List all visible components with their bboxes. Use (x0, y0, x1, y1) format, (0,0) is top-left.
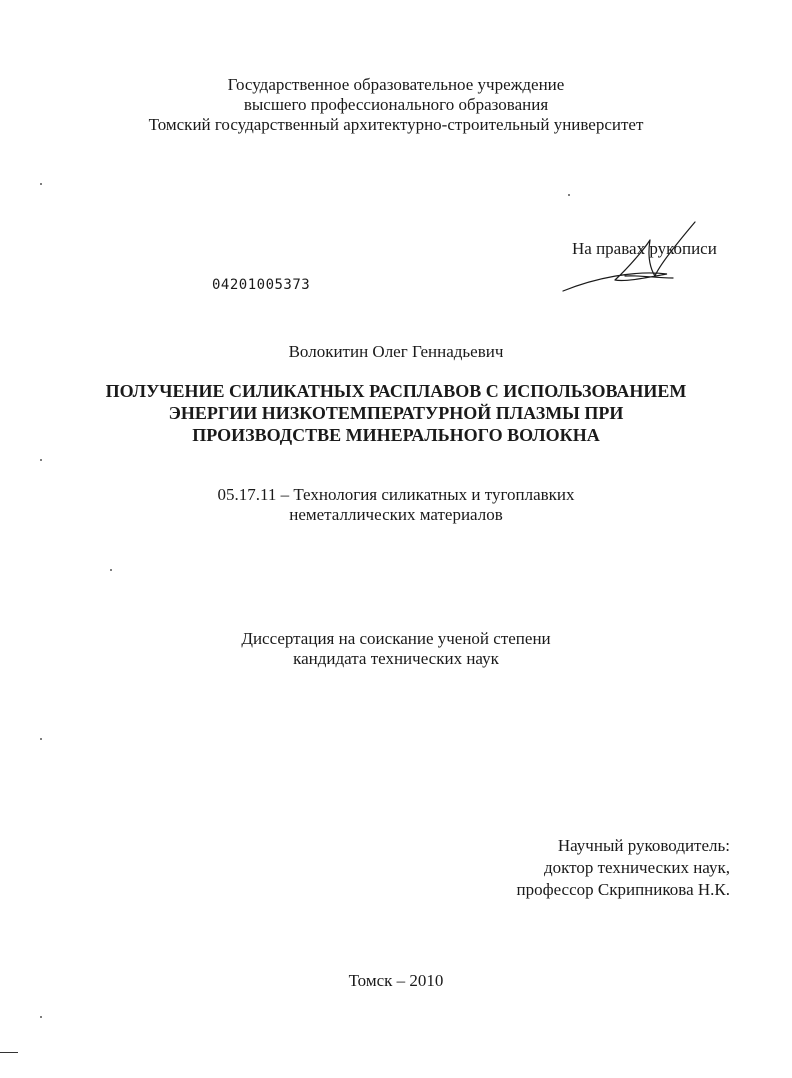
author-name: Волокитин Олег Геннадьевич (288, 342, 504, 361)
city-year: Томск – 2010 (348, 971, 444, 990)
scan-speck (568, 194, 570, 196)
institution-line-2: высшего профессионального образования (243, 95, 549, 114)
degree-line-1: Диссертация на соискание ученой степени (241, 629, 551, 648)
institution-line-3: Томский государственный архитектурно-строительный университет (148, 115, 644, 134)
specialty-code (0, 485, 792, 525)
catalog-number: 04201005373 (212, 277, 311, 293)
degree-line-2: кандидата технических наук (293, 649, 499, 668)
scan-mark (0, 1052, 18, 1053)
title-line-2: ЭНЕРГИИ НИЗКОТЕМПЕРАТУРНОЙ ПЛАЗМЫ ПРИ (168, 403, 624, 423)
manuscript-note: На правах рукописи (572, 239, 717, 258)
supervisor-line-3: профессор Скрипникова Н.К. (516, 880, 730, 899)
supervisor-line-1: Научный руководитель: (557, 836, 730, 855)
scan-speck (40, 738, 42, 740)
specialty-line-1: 05.17.11 – Технология силикатных и тугоплавких (217, 485, 575, 504)
degree-statement (0, 629, 792, 669)
scan-speck (40, 183, 42, 185)
supervisor-line-2: доктор технических наук, (543, 858, 730, 877)
institution-line-1: Государственное образовательное учреждение (227, 75, 565, 94)
scan-speck (40, 459, 42, 461)
scan-speck (110, 569, 112, 571)
dissertation-title (0, 380, 792, 446)
signature-scribble (555, 218, 705, 298)
scan-speck (40, 1016, 42, 1018)
title-line-3: ПРОИЗВОДСТВЕ МИНЕРАЛЬНОГО ВОЛОКНА (192, 425, 600, 445)
specialty-line-2: неметаллических материалов (289, 505, 503, 524)
title-line-1: ПОЛУЧЕНИЕ СИЛИКАТНЫХ РАСПЛАВОВ С ИСПОЛЬЗОВАНИЕМ (105, 381, 687, 401)
institution-header (0, 75, 792, 135)
supervisor-block (516, 835, 730, 901)
